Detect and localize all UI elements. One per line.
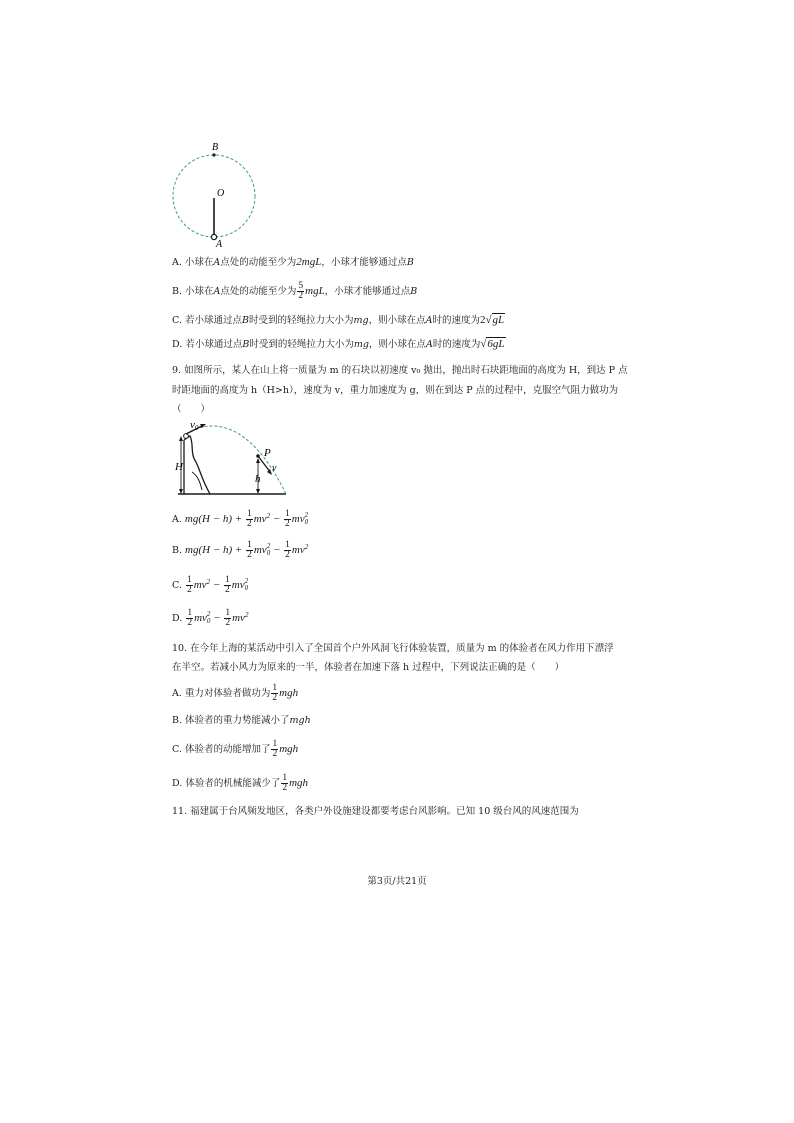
q9-answer-blank: （ ）: [172, 404, 211, 415]
label-p: P: [264, 447, 271, 459]
trajectory: [186, 426, 286, 494]
circle-figure: [168, 138, 268, 250]
label-a: A: [216, 239, 223, 250]
q9-option-d: D. $\frac{1}{2}$ mv 2 0 − $\frac{1}{2}$ $mv^2$: [172, 608, 249, 628]
page-footer: 第3页/共21页: [367, 876, 427, 887]
q9-stem-line1: 9. 如图所示，某人在山上将一质量为 m 的石块以初速度 v₀ 抛出，抛出时石块距地面的高度为 H，到达 P 点: [172, 365, 628, 376]
q10-option-a: A. 重力对体验者做功为 $\frac{1}{2}$ mgh: [172, 683, 299, 703]
q8-option-b: B. 小球在A点处的动能至少为 $\frac{5}{2}$ mgL，小球才能够通过点B: [172, 281, 418, 301]
q10-stem-line2: 在半空。若减小风力为原来的一半，体验者在加速下落 h 过程中，下列说法正确的是（ ）: [172, 662, 565, 673]
q8-option-d: D. 若小球通过点B时受到的轻绳拉力大小为mg，则小球在点A时的速度为√6gL: [172, 338, 505, 350]
label-H: H: [175, 461, 183, 473]
cliff-outline: [184, 436, 210, 494]
q10-stem-line1: 10. 在今年上海的某活动中引入了全国首个户外风洞飞行体验装置，质量为 m 的体验者在风力作用下漂浮: [172, 643, 614, 654]
q10-option-c: C. 体验者的动能增加了 $\frac{1}{2}$ mgh: [172, 739, 299, 759]
q11-stem-line1: 11. 福建属于台风频发地区，各类户外设施建设都要考虑台风影响。已知 10 级台风的风速范围为: [172, 806, 579, 817]
label-v: v: [272, 463, 277, 474]
q8-option-a: A. 小球在A点处的动能至少为2mgL，小球才能够通过点B: [172, 256, 414, 268]
projectile-figure: [168, 418, 298, 498]
label-h: h: [255, 473, 261, 485]
point-b: [212, 153, 215, 156]
thrower: [184, 434, 189, 439]
q9-option-a: A. mg(H − h) + $\frac{1}{2}$ $mv^2$ − $\frac{1}{2}$ mv 2 0: [172, 509, 309, 529]
q10-option-b: B. 体验者的重力势能减小了mgh: [172, 715, 311, 726]
q9-option-b: B. mg(H − h) + $\frac{1}{2}$ mv 2 0 − $\frac{1}{2}$ $mv^2$: [172, 540, 309, 560]
q9-option-c: C. $\frac{1}{2}$ $mv^2$ − $\frac{1}{2}$ mv 2 0: [172, 575, 249, 595]
label-o: O: [217, 188, 225, 199]
label-v0: v0: [190, 419, 199, 432]
label-b: B: [212, 142, 219, 153]
q8-option-c: C. 若小球通过点B时受到的轻绳拉力大小为mg，则小球在点A时的速度为2√gL: [172, 314, 505, 326]
q10-option-d: D. 体验者的机械能减少了 $\frac{1}{2}$ mgh: [172, 773, 309, 793]
q9-stem-line2: 时距地面的高度为 h（H>h），速度为 v，重力加速度为 g，则在到达 P 点的过程中，克服空气阻力做功为: [172, 385, 619, 396]
